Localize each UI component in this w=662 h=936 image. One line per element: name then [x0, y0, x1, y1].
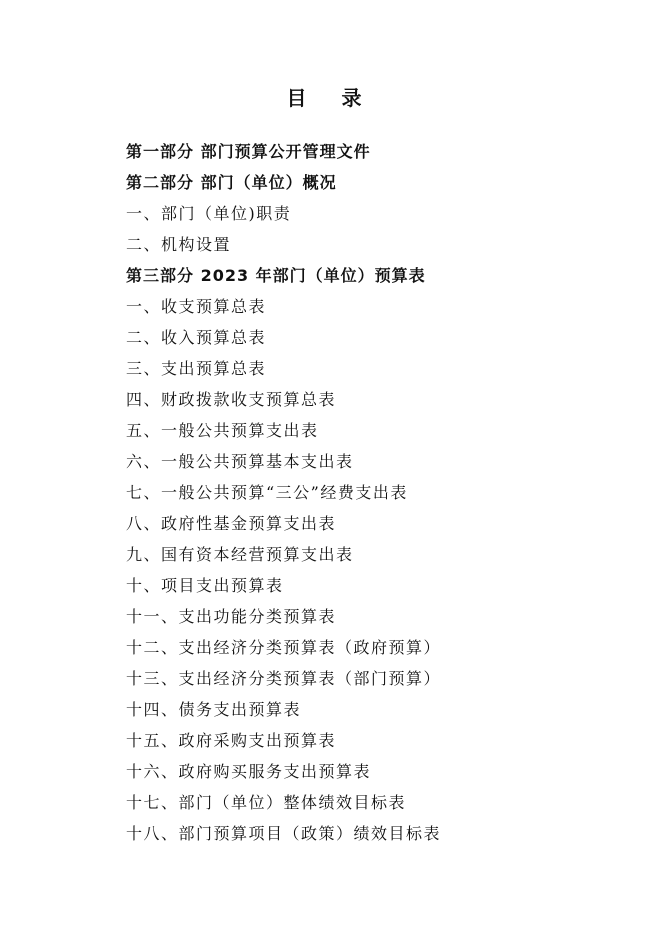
toc-title: 目 录 — [286, 86, 376, 110]
toc-item: 九、国有资本经营预算支出表 — [126, 545, 354, 564]
toc-item: 三、支出预算总表 — [126, 359, 267, 378]
toc-item: 七、一般公共预算“三公”经费支出表 — [126, 483, 408, 502]
toc-item: 十六、政府购买服务支出预算表 — [126, 762, 372, 781]
toc-item: 五、一般公共预算支出表 — [126, 421, 319, 440]
toc-item: 十一、支出功能分类预算表 — [126, 607, 337, 626]
toc-item: 十三、支出经济分类预算表（部门预算） — [126, 669, 442, 688]
toc-item: 八、政府性基金预算支出表 — [126, 514, 337, 533]
toc-item: 十二、支出经济分类预算表（政府预算） — [126, 638, 442, 657]
toc-item: 十四、债务支出预算表 — [126, 700, 302, 719]
toc-section-1: 第一部分 部门预算公开管理文件 — [126, 142, 371, 161]
toc-item: 十七、部门（单位）整体绩效目标表 — [126, 793, 407, 812]
toc-item: 十五、政府采购支出预算表 — [126, 731, 337, 750]
toc-section-2: 第二部分 部门（单位）概况 — [126, 173, 337, 192]
toc-item: 四、财政拨款收支预算总表 — [126, 390, 337, 409]
toc-item: 一、部门（单位)职责 — [126, 204, 292, 223]
toc-item: 六、一般公共预算基本支出表 — [126, 452, 354, 471]
toc-item: 二、机构设置 — [126, 235, 232, 254]
toc-item: 一、收支预算总表 — [126, 297, 267, 316]
toc-section-3: 第三部分 2023 年部门（单位）预算表 — [126, 266, 426, 285]
toc-item: 十八、部门预算项目（政策）绩效目标表 — [126, 824, 442, 843]
toc-item: 十、项目支出预算表 — [126, 576, 284, 595]
table-of-contents — [126, 136, 606, 849]
toc-item: 二、收入预算总表 — [126, 328, 267, 347]
